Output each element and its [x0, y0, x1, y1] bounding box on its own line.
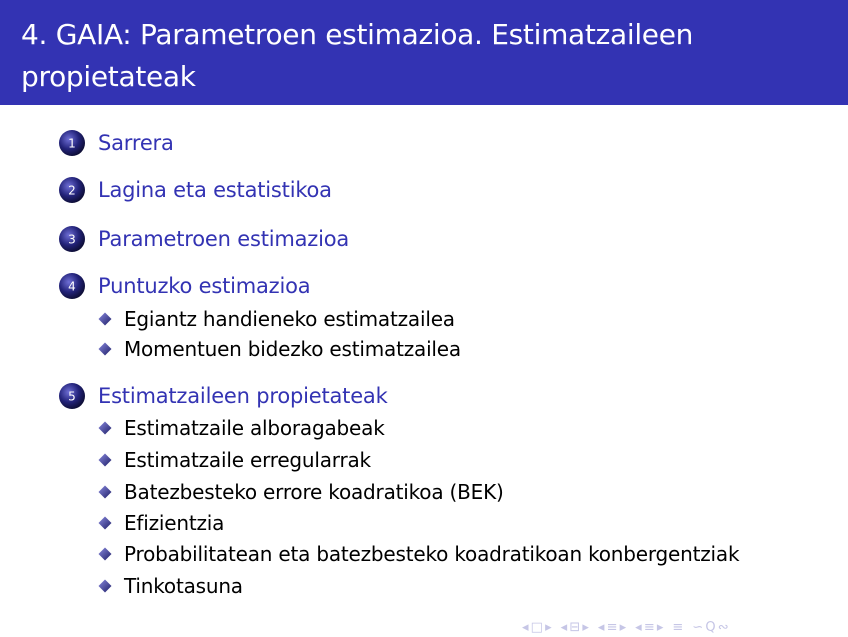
back-icon[interactable]: ∽ — [692, 619, 703, 635]
section-prev-icon[interactable]: ◂ — [597, 619, 604, 635]
frame-prev-icon[interactable]: ◂ — [522, 619, 528, 635]
toc-subsection-label[interactable]: Batezbesteko errore koadratikoa (BEK) — [124, 480, 504, 504]
toc-section-label[interactable]: Parametroen estimazioa — [98, 227, 350, 251]
toc-subsection-4-2[interactable] — [98, 335, 461, 363]
section-number-ball-icon — [57, 128, 87, 158]
diamond-bullet-icon — [98, 312, 112, 326]
toc-section-5[interactable] — [57, 381, 388, 411]
toc-subsection-label[interactable]: Estimatzaile erregularrak — [124, 448, 371, 472]
toc-subsection-5-4[interactable] — [98, 509, 224, 537]
toc-subsection-5-2[interactable] — [98, 446, 371, 474]
diamond-bullet-icon — [98, 485, 112, 499]
section-icon[interactable]: ≡ — [606, 619, 617, 635]
toc-subsection-label[interactable]: Efizientzia — [124, 511, 225, 535]
toc-subsection-label[interactable]: Estimatzaile alboragabeak — [124, 416, 385, 440]
toc-subsection-5-1[interactable] — [98, 414, 385, 442]
toc-subsection-5-5[interactable] — [98, 540, 739, 568]
svg-text:3: 3 — [68, 232, 76, 247]
toc-section-4[interactable] — [57, 271, 310, 301]
section-number-ball-icon — [57, 224, 87, 254]
forward-icon[interactable]: ∾ — [717, 619, 728, 635]
toc-section-label[interactable]: Estimatzaileen propietateak — [98, 384, 388, 408]
section-nav-group[interactable] — [598, 620, 625, 635]
document-prev-icon[interactable]: ◂ — [635, 619, 641, 635]
document-next-icon[interactable]: ▸ — [656, 619, 663, 635]
document-icon[interactable]: ≡ — [643, 619, 654, 635]
toc-subsection-4-1[interactable] — [98, 305, 455, 333]
svg-text:4: 4 — [68, 279, 76, 294]
subsection-next-icon[interactable]: ▸ — [582, 619, 588, 635]
toc-section-label[interactable]: Sarrera — [98, 131, 174, 155]
diamond-bullet-icon — [98, 342, 112, 356]
frame-title: 4. GAIA: Parametroen estimazioa. Estimatzaileen propietateak — [21, 18, 694, 93]
frame-icon[interactable]: □ — [530, 619, 542, 635]
search-icon[interactable]: Q — [705, 619, 715, 635]
diamond-bullet-icon — [98, 421, 112, 435]
align-icon[interactable]: ≡ — [672, 619, 683, 635]
subsection-prev-icon[interactable]: ◂ — [560, 619, 567, 635]
frame-next-icon[interactable]: ▸ — [545, 619, 551, 635]
search-nav-group[interactable] — [692, 620, 727, 635]
svg-text:5: 5 — [68, 389, 76, 404]
diamond-bullet-icon — [98, 453, 112, 467]
toc-section-1[interactable] — [57, 128, 174, 158]
frame-nav-group[interactable] — [522, 620, 551, 635]
toc-section-3[interactable] — [57, 224, 349, 254]
section-number-ball-icon — [57, 175, 87, 205]
svg-text:2: 2 — [68, 183, 76, 198]
section-number-ball-icon — [57, 271, 87, 301]
diamond-bullet-icon — [98, 547, 112, 561]
toc-section-2[interactable] — [57, 175, 332, 205]
toc-subsection-label[interactable]: Momentuen bidezko estimatzailea — [124, 337, 461, 361]
toc-subsection-label[interactable]: Egiantz handieneko estimatzailea — [124, 307, 455, 331]
toc-subsection-5-6[interactable] — [98, 572, 243, 600]
beamer-navigation-bar — [522, 617, 738, 637]
subsection-icon[interactable]: ⊟ — [569, 619, 580, 635]
toc-section-label[interactable]: Lagina eta estatistikoa — [98, 178, 332, 202]
diamond-bullet-icon — [98, 579, 112, 593]
toc-subsection-5-3[interactable] — [98, 478, 504, 506]
section-number-ball-icon — [57, 381, 87, 411]
diamond-bullet-icon — [98, 516, 112, 530]
svg-text:1: 1 — [68, 136, 76, 151]
document-nav-group[interactable] — [635, 620, 662, 635]
toc-subsection-label[interactable]: Probabilitatean eta batezbesteko koadratikoan konbergentziak — [124, 542, 740, 566]
toc-subsection-label[interactable]: Tinkotasuna — [124, 574, 243, 598]
align-nav-group[interactable] — [672, 620, 682, 635]
toc-section-label[interactable]: Puntuzko estimazioa — [98, 274, 311, 298]
subsection-nav-group[interactable] — [561, 620, 588, 635]
section-next-icon[interactable]: ▸ — [619, 619, 626, 635]
